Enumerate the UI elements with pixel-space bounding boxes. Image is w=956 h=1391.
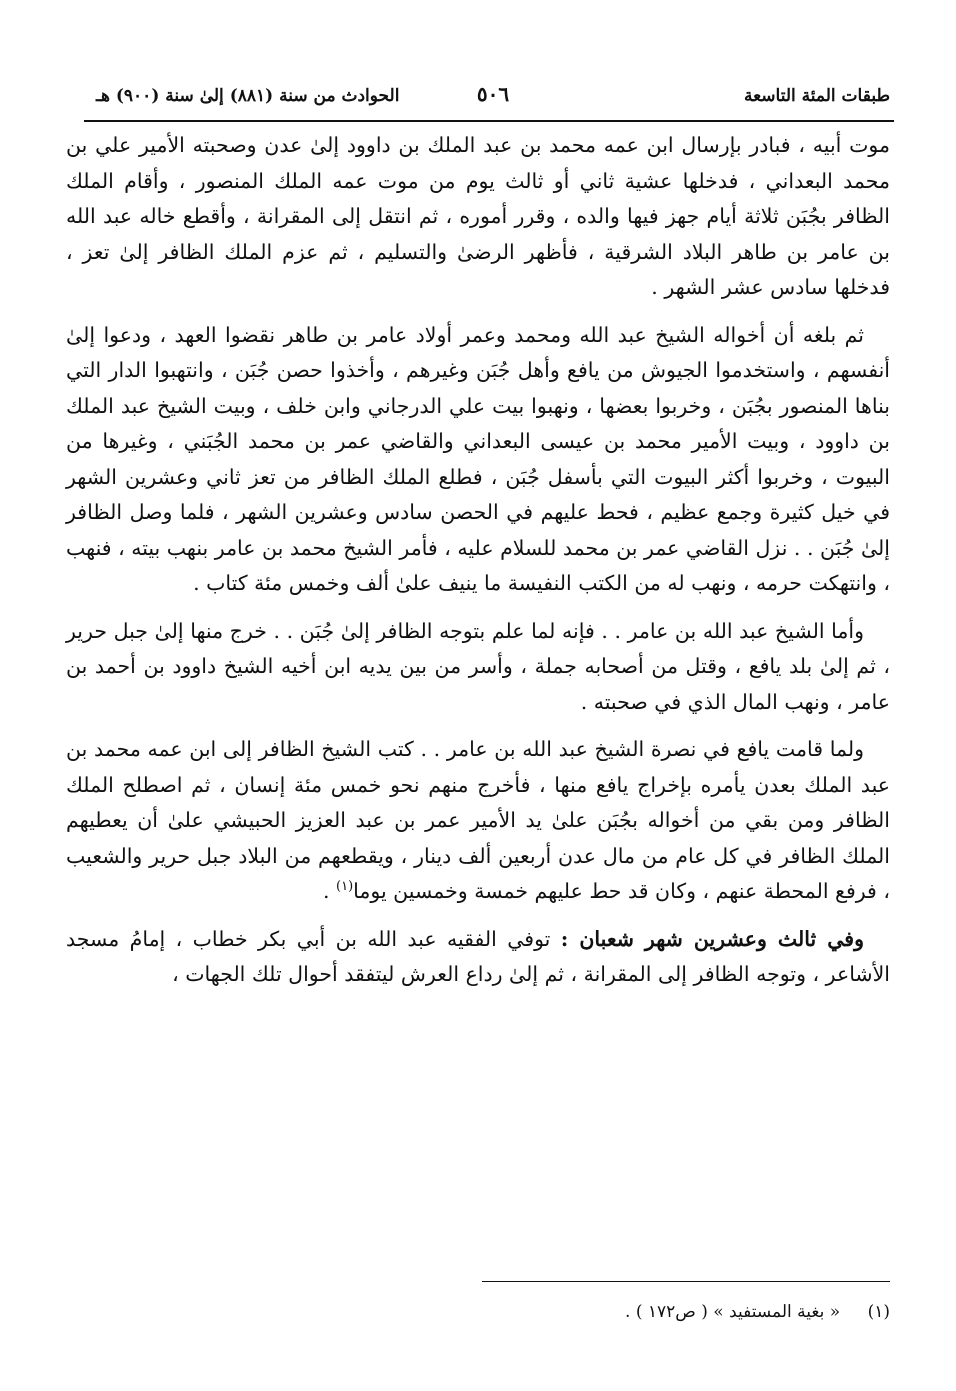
paragraph-4: ولما قامت يافع في نصرة الشيخ عبد الله بن عامر . . كتب الشيخ الظافر إلى ابن عمه محمد بن عبد الملك بعدن يأمره بإخراج يافع منها ، فأخرج منهم نحو خمس مئة إنسان ، ثم اصطلح الملك الظافر ومن بقي من أخواله بجُبَن علىٰ يد الأمير عمر بن عبد العزيز الحبيشي علىٰ أن يعطيهم الملك الظافر في كل عام من مال عدن أربعين ألف دينار ، ويقطعهم من البلاد جبل حرير والشعيب ، فرفع المحطة عنهم ، وكان قد حط عليهم خمسة وخمسين يوما$^{(١)}$ .	[66, 737, 890, 903]
main-text	[66, 128, 890, 1005]
paragraph-lead: وفي ثالث وعشرين شهر شعبان :	[560, 926, 864, 951]
paragraph-text: ثم بلغه أن أخواله الشيخ عبد الله ومحمد وعمر أولاد عامر بن طاهر نقضوا العهد ، ودعوا إلىٰ أنفسهم ، واستخدموا الجيوش من يافع وأهل جُبَن وغيرهم ، وأخذوا حصن جُبَن ، وانتهبوا الدار التي بناها المنصور بجُبَن ، وخربوا بعضها ، ونهبوا بيت علي الدرجاني وابن خلف ، وبيت الشيخ عبد الملك بن داوود ، وبيت الأمير محمد بن عيسى البعداني والقاضي عمر بن محمد الجُبَني ، وغيرها من البيوت ، وخربوا أكثر البيوت التي بأسفل جُبَن ، فطلع الملك الظافر من تعز ثاني وعشرين الشهر في خيل كثيرة وجمع عظيم ، فحط عليهم في الحصن سادس وعشرين الشهر ، فلما وصل الظافر إلىٰ جُبَن . . نزل القاضي عمر بن محمد للسلام عليه ، فأمر الشيخ محمد بن عامر بنهب بيته ، فنهب ، وانتهكت حرمه ، ونهب له من الكتب النفيسة ما ينيف علىٰ ألف وخمس مئة كتاب .	[65, 322, 890, 595]
page-header	[96, 82, 890, 112]
footnote	[66, 1300, 890, 1324]
paragraph-1	[66, 128, 890, 306]
footnote-text: « بغية المستفيد » ( ص١٧٢ ) .	[625, 1302, 841, 1322]
header-divider	[84, 120, 894, 122]
paragraph-text: وأما الشيخ عبد الله بن عامر . . فإنه لما علم بتوجه الظافر إلىٰ جُبَن . . خرج منها إلىٰ جبل حرير ، ثم إلىٰ بلد يافع ، وقتل من أصحابه جملة ، وأسر من بين يديه ابن أخيه الشيخ داوود بن أحمد بن عامر ، ونهب المال الذي في صحبته .	[66, 618, 890, 714]
paragraph-text: ولما قامت يافع في نصرة الشيخ عبد الله بن عامر . . كتب الشيخ الظافر إلى ابن عمه محمد بن عبد الملك بعدن يأمره بإخراج يافع منها ، فأخرج منهم نحو خمس مئة إنسان ، ثم اصطلح الملك الظافر ومن بقي من أخواله بجُبَن علىٰ يد الأمير عمر بن عبد العزيز الحبيشي علىٰ أن يعطيهم الملك الظافر في كل عام من مال عدن أربعين ألف دينار ، ويقطعهم من البلاد جبل حرير والشعيب ، فرفع المحطة عنهم ، وكان قد حط عليهم خمسة وخمسين يوما	[66, 737, 890, 903]
page-number: ٥٠٦	[476, 82, 510, 106]
footnote-reference[interactable]: (١)	[336, 879, 354, 895]
paragraph-5	[66, 922, 890, 993]
footnote-number: (١)	[867, 1302, 890, 1322]
book-title: طبقات المئة التاسعة	[743, 86, 890, 106]
paragraph-text: موت أبيه ، فبادر بإرسال ابن عمه محمد بن عبد الملك بن داوود إلىٰ عدن وصحبته الأمير علي بن محمد البعداني ، فدخلها عشية ثاني أو ثالث يوم من موت عمه الملك المنصور ، وأقام الملك الظافر بجُبَن ثلاثة أيام جهز فيها والده ، وقرر أموره ، ثم انتقل إلى المقرانة ، وأقطع خاله عبد الله بن عامر بن طاهر البلاد الشرقية ، فأظهر الرضىٰ والتسليم ، ثم عزم الملك الظافر إلىٰ تعز ، فدخلها سادس عشر الشهر .	[66, 133, 890, 299]
footnote-divider	[482, 1281, 890, 1282]
paragraph-3	[66, 614, 890, 721]
section-title: الحوادث من سنة (٨٨١) إلىٰ سنة (٩٠٠) هـ	[96, 86, 400, 106]
paragraph-2	[66, 318, 890, 602]
paragraph-text: توفي الفقيه عبد الله بن أبي بكر خطاب ، إمامُ مسجد الأشاعر ، وتوجه الظافر إلى المقرانة ، ثم إلىٰ رداع العرش ليتفقد أحوال تلك الجهات ،	[66, 926, 890, 986]
